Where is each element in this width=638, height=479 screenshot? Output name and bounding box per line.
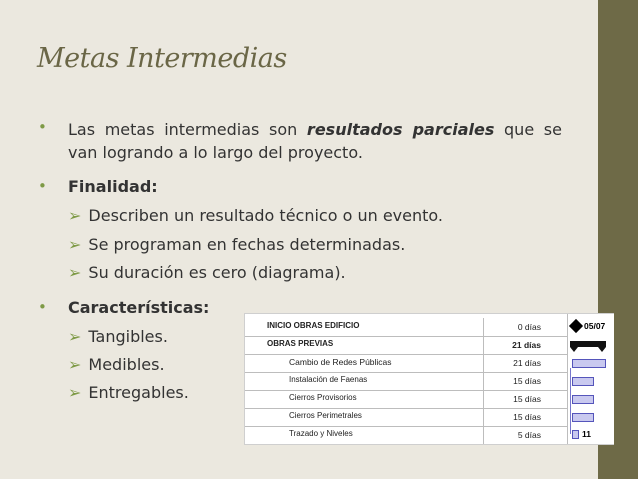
finalidad-item: ➢ Su duración es cero (diagrama). — [68, 263, 346, 282]
intro-paragraph — [68, 118, 562, 164]
gantt-task-duration: 21 días — [483, 354, 545, 372]
gantt-row — [245, 408, 567, 427]
gantt-row — [245, 318, 567, 337]
task-bar — [572, 377, 594, 386]
gantt-task-name: INICIO OBRAS EDIFICIO — [267, 321, 360, 330]
caracteristicas-item: ➢ Medibles. — [68, 355, 165, 374]
finalidad-item: ➢ Describen un resultado técnico o un evento. — [68, 206, 443, 225]
task-bar — [572, 413, 594, 422]
milestone-date-label: 05/07 — [584, 321, 606, 331]
gantt-task-duration: 21 días — [483, 336, 545, 354]
intro-emphasis: resultados parciales — [306, 120, 495, 139]
arrow-icon: ➢ — [68, 206, 82, 225]
arrow-icon: ➢ — [68, 327, 82, 346]
gantt-task-duration: 0 días — [483, 318, 545, 336]
caracteristicas-item: ➢ Entregables. — [68, 383, 189, 402]
bullet-icon: • — [38, 298, 47, 316]
task-bar — [572, 395, 594, 404]
arrow-icon: ➢ — [68, 383, 82, 402]
caracteristicas-item: ➢ Tangibles. — [68, 327, 168, 346]
end-day-label: 11 — [582, 429, 591, 439]
gantt-task-name: Trazado y Niveles — [289, 429, 353, 438]
gantt-task-name: Instalación de Faenas — [289, 375, 368, 384]
caracteristicas-heading: Características: — [68, 298, 210, 317]
bullet-icon: • — [38, 118, 47, 136]
gantt-task-duration: 15 días — [483, 408, 545, 426]
intro-text-end: que se van logrando a lo largo del proyecto. — [68, 120, 562, 162]
task-bar — [572, 430, 579, 439]
finalidad-item: ➢ Se programan en fechas determinadas. — [68, 235, 406, 254]
summary-bar — [570, 341, 606, 347]
intro-text: Las metas intermedias son — [68, 120, 307, 139]
gantt-row — [245, 426, 567, 444]
arrow-icon: ➢ — [68, 355, 82, 374]
gantt-row — [245, 336, 567, 355]
finalidad-heading: Finalidad: — [68, 177, 158, 196]
gantt-task-name: Cambio de Redes Públicas — [289, 357, 392, 367]
arrow-icon: ➢ — [68, 263, 82, 282]
gantt-chart-area — [567, 314, 614, 444]
gantt-task-duration: 15 días — [483, 390, 545, 408]
gantt-row — [245, 390, 567, 409]
milestone-diamond-icon — [569, 319, 583, 333]
gantt-task-name: OBRAS PREVIAS — [267, 339, 334, 348]
gantt-task-duration: 5 días — [483, 426, 545, 444]
gantt-task-duration: 15 días — [483, 372, 545, 390]
task-bar — [572, 359, 606, 368]
gantt-image — [244, 313, 614, 445]
gantt-row — [245, 372, 567, 391]
gantt-task-name: Cierros Provisorios — [289, 393, 357, 402]
gantt-row — [245, 354, 567, 373]
gantt-task-name: Cierros Perimetrales — [289, 411, 362, 420]
dependency-line — [570, 368, 571, 434]
bullet-icon: • — [38, 177, 47, 195]
arrow-icon: ➢ — [68, 235, 82, 254]
slide-title: Metas Intermedias — [37, 43, 287, 74]
